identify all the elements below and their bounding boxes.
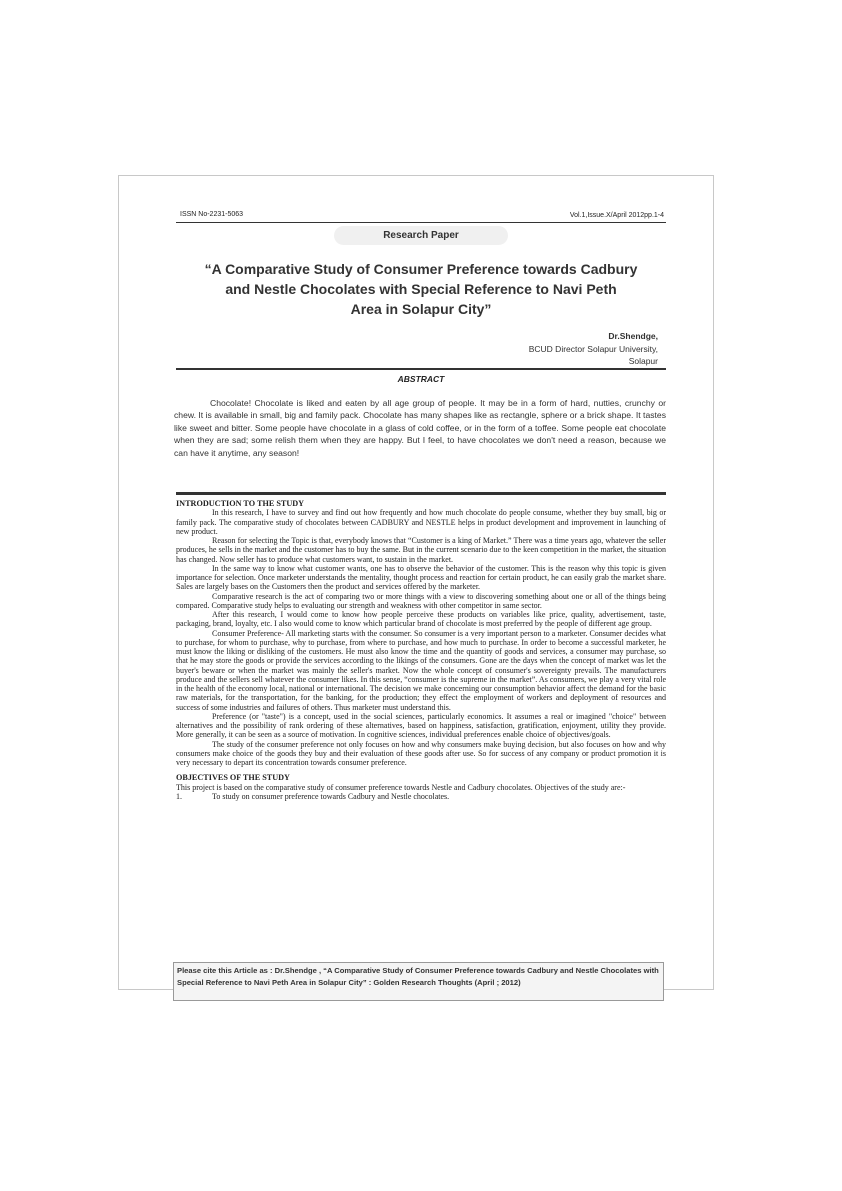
abstract-bottom-rule <box>176 492 666 495</box>
section-heading: INTRODUCTION TO THE STUDY <box>176 499 305 508</box>
paper-type-badge: Research Paper <box>334 226 508 245</box>
paragraph: Consumer Preference- All marketing starts with the consumer. So consumer is a very important person to a marketer. Consumer decides what to purchase, for whom to purchase, why to purchase, from where to purchase, and how much to purchase. In order to become a successful marketer, he must know the liking or disliking of the customers. He must also know the time and the quantity of goods and services, a consumer may purchase, so that he may store the goods or provide the services according to the likings of the consumers. Gone are the days when the concept of market was let the buyer's beware or when the market was mainly the seller's market. Now the whole concept of consumer's sovereignty prevails. The manufacturers produce and the sellers sell whatever the consumer likes. In this sense, “consumer is the supreme in the market”. As consumers, we play a very vital role in the health of the economy local, national or international. The decision we make concerning our consumption behavior affect the demand for the basic raw materials, for the transportation, for the banking, for the production; they effect the employment of workers and deployment of resources and success of some industries and failures of others. Thus marketer must understand this. <box>176 628 666 712</box>
title-line: and Nestle Chocolates with Special Reference to Navi Peth <box>225 281 617 297</box>
main-body <box>176 499 666 801</box>
list-item <box>176 792 666 801</box>
paragraph: This project is based on the comparative study of consumer preference towards Nestle and Cadbury chocolates. Objectives of the study are:- <box>176 782 626 792</box>
paragraph: In this research, I have to survey and find out how frequently and how much chocolate do people consume, whether they buy small, big or family pack. The comparative study of chocolates between CADBURY and NESTLE helps in product development and improvement in launching of new product. <box>176 508 666 536</box>
author-block <box>529 330 658 368</box>
section-heading: OBJECTIVES OF THE STUDY <box>176 773 290 783</box>
author-name: Dr.Shendge, <box>608 331 658 341</box>
abstract-heading: ABSTRACT <box>397 374 445 384</box>
paragraph: In the same way to know what customer wants, one has to observe the behavior of the customer. This is the reason why this topic is given importance for selection. Once marketer understands the mentality, thought process and reaction for certain product, he can easily grab the market share. Sales are largely bases on the Customers then the product and services offered by the marketer. <box>176 563 666 592</box>
paragraph: Comparative research is the act of comparing two or more things with a view to discovering something about one or all of the things being compared. Comparative study helps to evaluating our strength and weakness with other competitor in same sector. <box>176 591 666 610</box>
volume-info: Vol.1,Issue.X/April 2012pp.1-4 <box>569 212 664 219</box>
abstract-text: Chocolate! Chocolate is liked and eaten by all age group of people. It may be in a form of hard, nutties, crunchy or chew. It is available in small, big and family pack. Chocolate has many shapes like as rectangle, sphere or a brick shape. It tastes like sweet and bitter. Some people have chocolate in a glass of cold coffee, or in the form of a toffee. Some people eat chocolate when they are sad; some relish them when they are happy. But I feel, to have chocolates we don't need a reason, because we can have it anytime, any season! <box>174 398 666 458</box>
header-rule <box>176 222 666 223</box>
abstract-top-rule <box>176 368 666 370</box>
paragraph: Reason for selecting the Topic is that, everybody knows that “Customer is a king of Market.” There was a time years ago, whatever the seller produces, he sells in the market and the customer has to buy the same. But in the current scenario due to the keen competition in the market, the situation has changed. Now seller has to produce what customers want, to sustain in the market. <box>176 536 666 564</box>
author-affiliation: Solapur <box>628 356 658 366</box>
paper-title <box>190 259 652 319</box>
list-item-number: 1. <box>176 791 182 801</box>
title-line: “A Comparative Study of Consumer Preference towards Cadbury <box>204 261 638 277</box>
issn-number: ISSN No-2231-5063 <box>180 211 244 218</box>
author-affiliation: BCUD Director Solapur University, <box>528 343 658 354</box>
paragraph: Preference (or "taste") is a concept, used in the social sciences, particularly economics. It assumes a real or imagined "choice" between alternatives and the possibility of rank ordering of these alternatives, based on happiness, satisfaction, gratification, enjoyment, utility they provide. More generally, it can be seen as a source of motivation. In cognitive sciences, individual preferences enable choice of objectives/goals. <box>176 711 666 740</box>
title-line: Area in Solapur City” <box>350 301 492 317</box>
abstract-body <box>174 397 666 459</box>
citation-text: Please cite this Article as : Dr.Shendge , “A Comparative Study of Consumer Preference towards Cadbury and Nestle Chocolates with Special Reference to Navi Peth Area in Solapur City” : Golden Research Thoughts (April ; 2012) <box>177 966 659 987</box>
citation-box <box>173 962 664 1001</box>
list-item-text: To study on consumer preference towards Cadbury and Nestle chocolates. <box>212 791 450 801</box>
paragraph: After this research, I would come to know how people perceive these products on variables like price, quality, advertisement, taste, packaging, brand, loyalty, etc. I also would come to know which particular brand of chocolate is most preferred by the people of different age group. <box>176 610 666 629</box>
paragraph: The study of the consumer preference not only focuses on how and why consumers make buying decision, but also focuses on how and why consumers make choice of the goods they buy and their evaluation of these goods after use. So for success of any company or product promotion it is very necessary to depart its concentration towards consumer preference. <box>176 739 666 767</box>
